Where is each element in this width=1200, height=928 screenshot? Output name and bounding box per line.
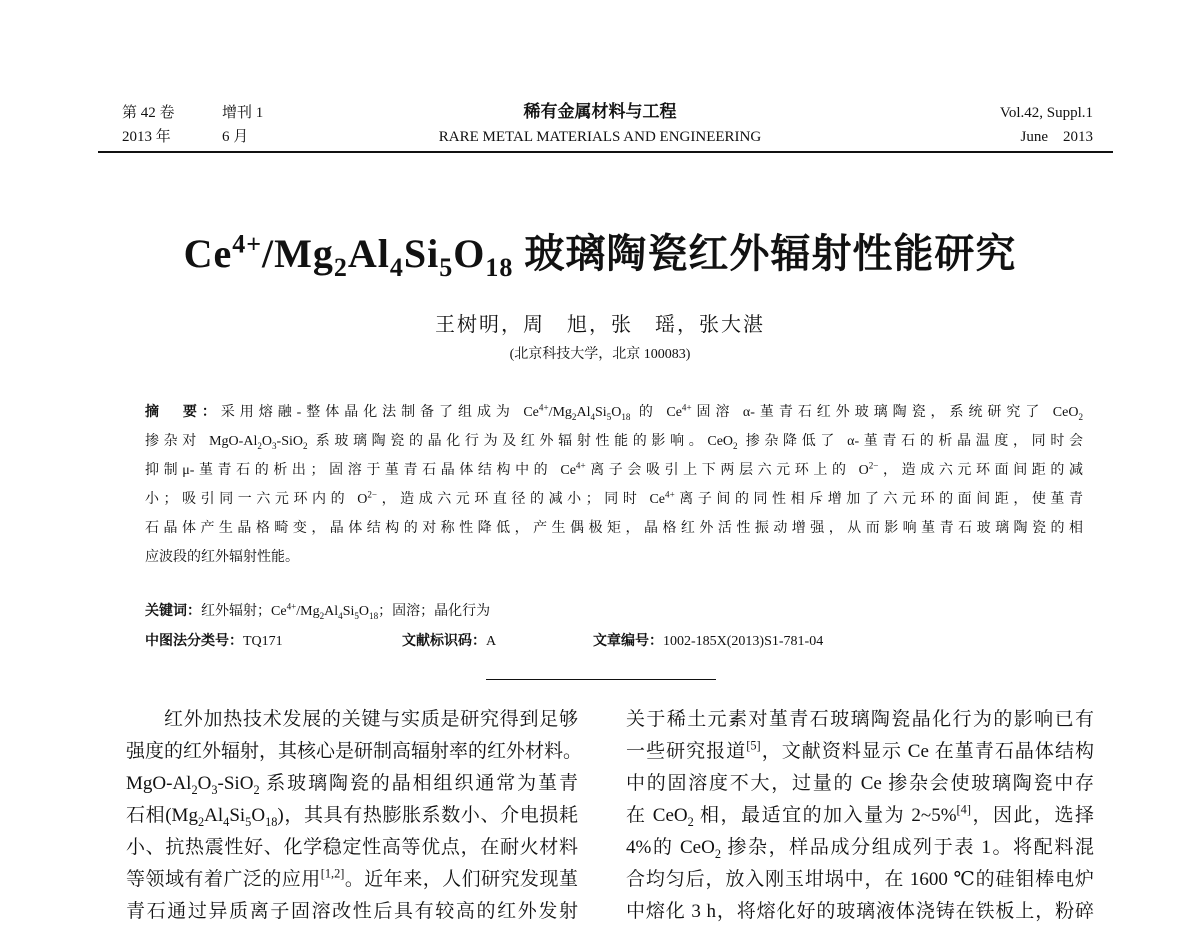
body-column-left [126, 704, 583, 928]
superscript: 4+ [665, 489, 675, 500]
issue: 增刊 1 [222, 105, 264, 121]
body-line: 青石通过异质离子固溶改性后具有较高的红外发射 [126, 901, 578, 922]
clc-value: TQ171 [243, 634, 283, 649]
abstract-line [145, 398, 1083, 427]
subscript: 2 [253, 782, 260, 797]
subscript: 18 [621, 411, 631, 422]
subscript: 2 [687, 814, 694, 829]
doc-value: A [486, 634, 497, 649]
month: 6 月 [222, 129, 249, 145]
subscript: 4 [389, 253, 404, 282]
subscript: 3 [211, 782, 218, 797]
keywords-value: 红外辐射；$Ce^{4+}/Mg_2Al_4Si_5O_{18}$；固溶；晶化行为 [201, 601, 491, 621]
journal-title-cn: 稀有金属材料与工程 [523, 102, 677, 121]
body-line: 关于稀土元素对堇青石玻璃陶瓷晶化行为的影响已有 [626, 709, 1094, 730]
subscript: 4 [338, 610, 343, 621]
authors: 王树明，周 旭，张 瑶，张大湛 [435, 314, 765, 336]
subscript: 2 [1078, 411, 1083, 422]
superscript: 2− [367, 489, 378, 500]
subscript: 2 [319, 610, 325, 621]
body-line: 中的固溶度不大，过量的 Ce 掺杂会使玻璃陶瓷中存 [626, 773, 1094, 794]
body-line: 小、抗热震性好、化学稳定性高等优点，在耐火材料 [126, 837, 578, 858]
clc-number [145, 627, 283, 656]
subscript: 2 [197, 814, 205, 829]
abstract-line: 小；吸引同一六元环内的 $O^{2-}$，造成六元环直径的减小；同时 $Ce^{4+}$离子间的同性相斥增加了六元环的面间距，使堇青 [145, 489, 1083, 507]
date-en: June 2013 [1020, 129, 1093, 145]
body-line: 石相$(Mg_2Al_4Si_5O_{18})$，其具有热膨胀系数小、介电损耗 [126, 805, 579, 829]
superscript: [1,2] [320, 866, 345, 881]
document-code [402, 627, 496, 656]
subscript: 2 [257, 440, 262, 451]
body-line: 一些研究报道[5]，文献资料显示 Ce 在堇青石晶体结构 [626, 738, 1094, 762]
abstract-line: 抑制μ-堇青石的析出；固溶于堇青石晶体结构中的 $Ce^{4+}$离子会吸引上下两层六元环上的 $O^{2-}$，造成六元环面间距的减 [145, 460, 1083, 478]
body-line: 4%的 CeO$_2$ 掺杂，样品成分组成列于表 1。将配料混 [626, 837, 1094, 861]
superscript: [4] [956, 802, 971, 817]
body-line: 强度的红外辐射，其核心是研制高辐射率的红外材料。 [126, 741, 583, 762]
body-line: 在 CeO$_2$ 相，最适宜的加入量为 2~5%[4]，因此，选择 [626, 802, 1095, 829]
body-column-right [626, 704, 1094, 928]
subscript: 5 [354, 610, 359, 621]
subscript: 2 [733, 440, 738, 451]
abstract-line: 石晶体产生晶格畸变，晶体结构的对称性降低，产生偶极矩，晶格红外活性振动增强，从而影响堇青石玻璃陶瓷的相 [145, 521, 1083, 536]
subscript: 5 [606, 411, 612, 422]
subscript: 4 [223, 814, 230, 829]
keywords-label: 关键词： [145, 604, 201, 619]
subscript: 2 [571, 411, 577, 422]
article-value: 1002-185X(2013)S1-781-04 [663, 634, 824, 649]
keywords [145, 597, 490, 626]
subscript: 18 [265, 814, 278, 829]
body-line: 红外加热技术发展的关键与实质是研究得到足够 [164, 709, 578, 730]
subscript: 2 [191, 782, 198, 797]
volume: 第 42 卷 [122, 105, 175, 121]
subscript: 5 [439, 253, 454, 282]
subscript: 2 [303, 440, 308, 451]
section-rule [486, 679, 716, 680]
abstract-label: 摘 要： [145, 405, 221, 420]
subscript: 3 [272, 440, 277, 451]
subscript: 2 [333, 253, 348, 282]
affiliation: (北京科技大学，北京 100083) [509, 347, 691, 362]
subscript: 4 [590, 411, 596, 422]
subscript: 18 [485, 253, 514, 282]
superscript: 4+ [575, 460, 586, 471]
paper-title: $Ce^{4+}/Mg_2Al_4Si_5O_{18}$ 玻璃陶瓷红外辐射性能研究 [183, 229, 1017, 282]
article-label: 文章编号： [593, 634, 663, 649]
abstract [145, 398, 1083, 572]
subscript: 2 [714, 846, 721, 861]
superscript: 4+ [232, 229, 263, 259]
header-rule [98, 151, 1113, 153]
body-line: MgO-$Al_2O_3-SiO_2$ 系玻璃陶瓷的晶相组织通常为堇青 [126, 773, 578, 797]
body-line: 合均匀后，放入刚玉坩埚中，在 1600 ℃的硅钼棒电炉 [626, 869, 1094, 890]
superscript: 4+ [681, 402, 692, 413]
superscript: 4+ [538, 402, 549, 413]
superscript: 4+ [286, 601, 297, 612]
volume-en: Vol.42, Suppl.1 [999, 105, 1093, 121]
journal-title-en: RARE METAL MATERIALS AND ENGINEERING [438, 129, 762, 145]
abstract-line: 掺杂对 MgO-$Al_2O_3-SiO_2$ 系玻璃陶瓷的晶化行为及红外辐射性能的影响。CeO$_2$ 掺杂降低了 α-堇青石的析晶温度，同时会 [145, 434, 1083, 451]
year: 2013 年 [122, 129, 171, 145]
clc-label: 中图法分类号： [145, 634, 243, 649]
subscript: 18 [369, 610, 379, 621]
abstract-text: 采用熔融-整体晶化法制备了组成为 $Ce^{4+}/Mg_2Al_4Si_5O_{18}$ 的 $Ce^{4+}$固溶 α-堇青石红外玻璃陶瓷，系统研究了 CeO$_2$ [220, 402, 1083, 422]
body-line: 等领域有着广泛的应用[1,2]。近年来，人们研究发现堇 [126, 866, 578, 890]
abstract-line: 应波段的红外辐射性能。 [145, 550, 299, 565]
body-line: 中熔化 3 h，将熔化好的玻璃液体浇铸在铁板上，粉碎 [626, 901, 1094, 922]
superscript: [5] [746, 738, 761, 753]
subscript: 5 [245, 814, 252, 829]
superscript: 2− [868, 460, 879, 471]
article-number [593, 627, 823, 656]
doc-label: 文献标识码： [402, 634, 486, 649]
